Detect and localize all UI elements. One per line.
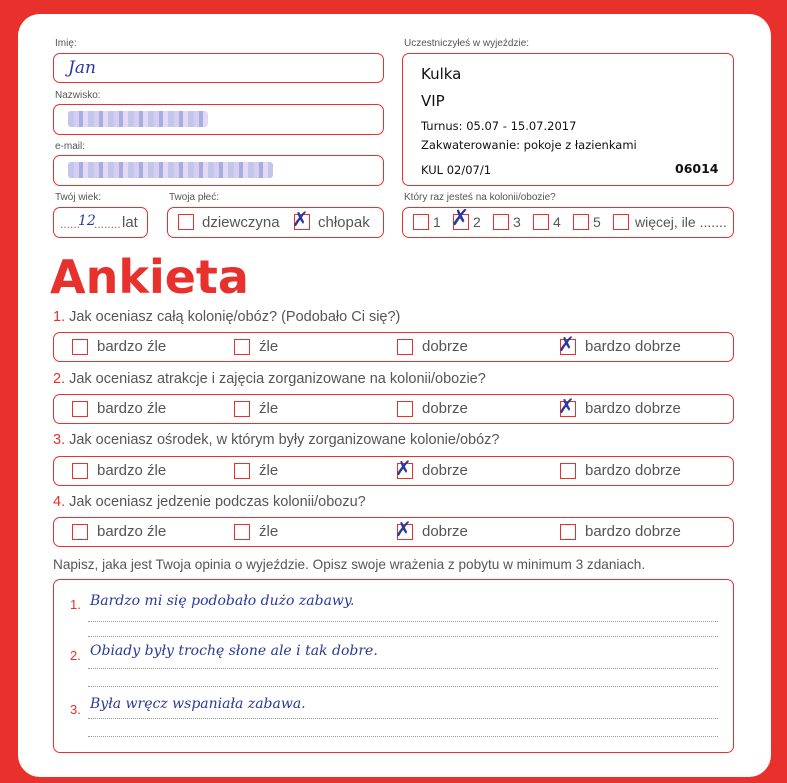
trip-turnus: Turnus: 05.07 - 15.07.2017 (421, 119, 577, 133)
check-mark-icon: ✗ (395, 517, 412, 541)
option-label: dobrze (422, 523, 468, 540)
age-label: Twój wiek: (55, 192, 102, 203)
times-field (402, 207, 734, 238)
gender-female-checkbox[interactable] (178, 214, 194, 230)
times-4-label: 4 (553, 214, 561, 230)
trip-info-box (402, 53, 734, 186)
option-label: bardzo dobrze (585, 338, 681, 355)
question-1-options (53, 332, 734, 362)
age-field[interactable]: ...... 12 ........ lat (53, 207, 148, 238)
times-4-checkbox[interactable] (533, 214, 549, 230)
q4-bardzo-dobrze-checkbox[interactable] (560, 524, 576, 540)
q2-zle-checkbox[interactable] (234, 401, 250, 417)
option-label: dobrze (422, 400, 468, 417)
email-label: e-mail: (55, 141, 86, 152)
times-5-label: 5 (593, 214, 601, 230)
surname-redacted (68, 111, 208, 127)
trip-code: KUL 02/07/1 (421, 163, 492, 177)
answer-1-text: Bardzo mi się podobało dużo zabawy. (90, 593, 355, 609)
writing-line (88, 686, 718, 687)
answer-3-text: Była wręcz wspaniała zabawa. (90, 696, 306, 712)
times-3-checkbox[interactable] (493, 214, 509, 230)
answer-2-number: 2. (70, 648, 81, 663)
option-label: źle (259, 462, 279, 479)
surname-label: Nazwisko: (55, 90, 101, 101)
option-label: źle (259, 400, 279, 417)
times-3-label: 3 (513, 214, 521, 230)
times-more-checkbox[interactable] (613, 214, 629, 230)
q3-dobrze-checkbox[interactable] (395, 456, 413, 480)
answer-2-text: Obiady były trochę słone ale i tak dobre. (90, 643, 378, 659)
question-1: 1. Jak oceniasz całą kolonię/obóz? (Podobało Ci się?) (53, 309, 401, 325)
option-label: bardzo dobrze (585, 523, 681, 540)
option-label: bardzo źle (97, 400, 167, 417)
gender-female-label: dziewczyna (202, 214, 280, 231)
times-2-label: 2 (473, 214, 481, 230)
q2-bardzo-zle-checkbox[interactable] (72, 401, 88, 417)
times-1-label: 1 (433, 214, 441, 230)
page-title: Ankieta (50, 250, 249, 304)
times-5-checkbox[interactable] (573, 214, 589, 230)
surname-field[interactable] (53, 104, 384, 135)
trip-accommodation: Zakwaterowanie: pokoje z łazienkami (421, 138, 637, 152)
q3-bardzo-zle-checkbox[interactable] (72, 463, 88, 479)
times-more-label: więcej, ile ....... (635, 214, 727, 230)
trip-type: VIP (421, 92, 445, 110)
question-2-options (53, 394, 734, 424)
gender-label: Twoja płeć: (169, 192, 220, 203)
option-label: bardzo dobrze (585, 462, 681, 479)
writing-line (88, 736, 718, 737)
age-value: 12 (78, 213, 96, 229)
gender-male-checkbox[interactable] (292, 207, 310, 231)
option-label: źle (259, 523, 279, 540)
option-label: bardzo źle (97, 523, 167, 540)
q3-zle-checkbox[interactable] (234, 463, 250, 479)
option-label: bardzo źle (97, 338, 167, 355)
name-value: Jan (68, 58, 96, 78)
gender-male-label: chłopak (318, 214, 370, 231)
times-label: Który raz jesteś na kolonii/obozie? (404, 192, 556, 203)
check-mark-icon: ✗ (451, 206, 470, 231)
answer-3-number: 3. (70, 702, 81, 717)
times-1-checkbox[interactable] (413, 214, 429, 230)
question-2: 2. Jak oceniasz atrakcje i zajęcia zorganizowane na kolonii/obozie? (53, 371, 486, 387)
check-mark-icon: ✗ (558, 394, 575, 418)
question-3: 3. Jak oceniasz ośrodek, w którym były zorganizowane kolonie/obóz? (53, 432, 500, 448)
q1-bardzo-zle-checkbox[interactable] (72, 339, 88, 355)
q2-dobrze-checkbox[interactable] (397, 401, 413, 417)
trip-name: Kulka (421, 65, 462, 83)
writing-line (88, 621, 718, 622)
q1-zle-checkbox[interactable] (234, 339, 250, 355)
check-mark-icon: ✗ (292, 207, 309, 231)
question-3-options (53, 456, 734, 486)
writing-line (88, 718, 718, 719)
question-4-options (53, 517, 734, 547)
email-field[interactable] (53, 155, 384, 186)
q2-bardzo-dobrze-checkbox[interactable] (558, 394, 576, 418)
q4-bardzo-zle-checkbox[interactable] (72, 524, 88, 540)
check-mark-icon: ✗ (395, 456, 412, 480)
option-label: dobrze (422, 462, 468, 479)
name-field[interactable] (53, 53, 384, 83)
option-label: dobrze (422, 338, 468, 355)
trip-label: Uczestniczyłeś w wyjeździe: (404, 38, 530, 49)
option-label: bardzo źle (97, 462, 167, 479)
q1-bardzo-dobrze-checkbox[interactable] (558, 332, 576, 356)
writing-line (88, 636, 718, 637)
option-label: bardzo dobrze (585, 400, 681, 417)
q1-dobrze-checkbox[interactable] (397, 339, 413, 355)
q3-bardzo-dobrze-checkbox[interactable] (560, 463, 576, 479)
times-2-checkbox[interactable] (451, 206, 470, 231)
age-unit: lat (122, 214, 138, 231)
gender-field (167, 207, 384, 238)
trip-number: 06014 (675, 161, 719, 176)
option-label: źle (259, 338, 279, 355)
q4-zle-checkbox[interactable] (234, 524, 250, 540)
opinion-prompt: Napisz, jaka jest Twoja opinia o wyjeździe. Opisz swoje wrażenia z pobytu w minimum 3 zdaniach. (53, 557, 646, 572)
question-4: 4. Jak oceniasz jedzenie podczas kolonii/obozu? (53, 494, 366, 510)
name-label: Imię: (55, 38, 77, 49)
email-redacted (68, 162, 273, 178)
q4-dobrze-checkbox[interactable] (395, 517, 413, 541)
writing-line (88, 668, 718, 669)
answer-1-number: 1. (70, 597, 81, 612)
check-mark-icon: ✗ (558, 332, 575, 356)
